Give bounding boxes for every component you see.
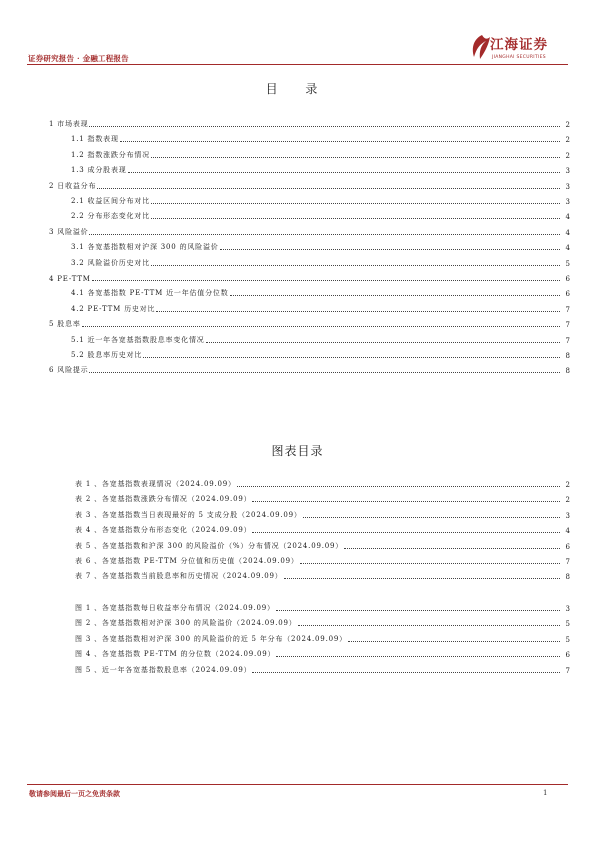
toc-entry[interactable] — [71, 239, 570, 252]
toc-entry-label: 3.2 风险溢价历史对比 — [71, 258, 150, 267]
table-entry[interactable] — [75, 568, 570, 581]
toc-entry-page: 2 — [565, 136, 570, 145]
logo-text-cn: 江海证券 — [490, 37, 548, 53]
dot-leader — [151, 265, 560, 266]
toc-entry-label: 4 PE-TTM — [49, 275, 91, 283]
toc-entry[interactable] — [71, 208, 570, 221]
table-entry-label: 表 6 、各宽基指数 PE-TTM 分位值和历史值（2024.09.09） — [75, 557, 299, 565]
toc-entry[interactable] — [71, 255, 570, 268]
toc-entry-label: 1 市场表现 — [49, 120, 89, 128]
toc-entry-page: 3 — [565, 182, 570, 191]
toc-entry-page: 2 — [565, 151, 570, 160]
table-entry-page: 7 — [565, 558, 570, 566]
dot-leader — [143, 357, 560, 358]
table-entry-page: 2 — [565, 481, 570, 489]
dot-leader — [300, 563, 560, 564]
toc-entry-page: 6 — [565, 275, 570, 283]
table-entry[interactable] — [75, 491, 570, 504]
toc-entry-label: 2.1 收益区间分布对比 — [71, 197, 150, 205]
toc-entry-page: 4 — [565, 213, 570, 222]
toc-entry[interactable] — [49, 178, 570, 191]
dot-leader — [151, 218, 560, 219]
toc-entry-label: 5 股息率 — [49, 320, 81, 329]
toc-entry-label: 3 风险溢价 — [49, 227, 89, 236]
dot-leader — [92, 280, 560, 281]
toc-entry[interactable] — [71, 347, 570, 360]
table-entry-label: 表 5 、各宽基指数和沪深 300 的风险溢价（%）分布情况（2024.09.09） — [75, 541, 344, 550]
toc-entry[interactable] — [49, 224, 570, 237]
chart-entry-label: 图 4 、各宽基指数 PE-TTM 的分位数（2024.09.09） — [75, 650, 276, 659]
toc-entry-page: 4 — [565, 244, 570, 253]
table-entry-label: 表 1 、各宽基指数表现情况（2024.09.09） — [75, 480, 236, 488]
table-entry-page: 8 — [565, 573, 570, 582]
table-entry[interactable] — [75, 553, 570, 566]
chart-entry-page: 7 — [565, 666, 570, 675]
page-number: 1 — [543, 789, 548, 797]
dot-leader — [220, 249, 560, 250]
toc-entry-label: 5.2 股息率历史对比 — [71, 351, 143, 359]
dot-leader — [151, 203, 560, 204]
dot-leader — [120, 141, 560, 142]
dot-leader — [156, 311, 560, 312]
toc-entry-page: 6 — [565, 290, 570, 299]
toc-entry[interactable] — [49, 362, 570, 375]
report-type-label: 证券研究报告 · 金融工程报告 — [28, 54, 129, 63]
table-entry-page: 2 — [565, 496, 570, 505]
chart-entry[interactable] — [75, 631, 570, 644]
logo-text-en: JIANGHAI SECURITIES — [492, 55, 546, 60]
toc-entry-page: 4 — [565, 228, 570, 237]
toc-entry[interactable] — [49, 116, 570, 129]
table-entry[interactable] — [75, 476, 570, 489]
toc-entry-page: 7 — [565, 336, 570, 345]
toc-entry-page: 8 — [565, 352, 570, 360]
dot-leader — [284, 578, 560, 579]
dot-leader — [237, 486, 560, 487]
toc-entry-page: 5 — [565, 259, 570, 268]
dot-leader — [344, 548, 560, 549]
dot-leader — [89, 126, 560, 127]
chart-entry-label: 图 3 、各宽基指数相对沪深 300 的风险溢价的近 5 年分布（2024.09.09） — [75, 634, 347, 643]
table-entry-page: 3 — [565, 511, 570, 520]
dot-leader — [128, 172, 560, 173]
dot-leader — [303, 517, 560, 518]
toc-entry-label: 1.1 指数表现 — [71, 135, 119, 144]
toc-entry-page: 7 — [565, 305, 570, 314]
toc-title: 目 录 — [265, 82, 330, 96]
toc-entry[interactable] — [71, 193, 570, 206]
chart-entry-page: 5 — [565, 620, 570, 629]
toc-entry-label: 4.1 各宽基指数 PE-TTM 近一年估值分位数 — [71, 289, 229, 298]
chart-entry[interactable] — [75, 615, 570, 628]
dot-leader — [151, 157, 560, 158]
chart-entry[interactable] — [75, 600, 570, 613]
dot-leader — [206, 342, 560, 343]
toc-entry-page: 8 — [565, 367, 570, 376]
figure-list-title: 图表目录 — [271, 444, 324, 458]
toc-entry-label: 5.1 近一年各宽基指数股息率变化情况 — [71, 335, 205, 344]
dot-leader — [252, 672, 560, 673]
dot-leader — [89, 234, 560, 235]
logo-mark-icon — [468, 33, 492, 61]
toc-entry[interactable] — [49, 316, 570, 329]
toc-entry-label: 2.2 分布形态变化对比 — [71, 212, 150, 221]
footer-rule — [27, 784, 568, 785]
toc-entry[interactable] — [71, 147, 570, 160]
table-entry-page: 4 — [565, 527, 570, 536]
table-entry[interactable] — [75, 522, 570, 535]
toc-entry-label: 2 日收益分布 — [49, 181, 97, 190]
toc-entry-label: 3.1 各宽基指数相对沪深 300 的风险溢价 — [71, 243, 219, 252]
toc-entry-page: 2 — [565, 121, 570, 129]
table-entry-label: 表 2 、各宽基指数涨跌分布情况（2024.09.09） — [75, 495, 252, 504]
table-entry-page: 6 — [565, 542, 570, 551]
table-entry-label: 表 3 、各宽基指数当日表现最好的 5 支成分股（2024.09.09） — [75, 510, 302, 519]
dot-leader — [276, 610, 560, 611]
toc-entry[interactable] — [71, 285, 570, 298]
toc-entry-page: 3 — [565, 167, 570, 176]
toc-entry-label: 1.2 指数涨跌分布情况 — [71, 150, 150, 159]
chart-entry[interactable] — [75, 646, 570, 659]
dot-leader — [230, 295, 560, 296]
table-entry-label: 表 7 、各宽基指数当前股息率和历史情况（2024.09.09） — [75, 572, 283, 581]
dot-leader — [252, 501, 560, 502]
toc-entry-page: 7 — [565, 321, 570, 330]
chart-entry-label: 图 1 、各宽基指数每日收益率分布情况（2024.09.09） — [75, 604, 275, 612]
dot-leader — [252, 532, 560, 533]
dot-leader — [89, 372, 560, 373]
chart-entry[interactable] — [75, 662, 570, 675]
table-entry-label: 表 4 、各宽基指数分布形态变化（2024.09.09） — [75, 526, 252, 535]
footer-disclaimer[interactable]: 敬请参阅最后一页之免责条款 — [29, 789, 120, 798]
toc-entry-label: 1.3 成分股表现 — [71, 166, 127, 175]
toc-entry[interactable] — [71, 301, 570, 314]
chart-entry-label: 图 5 、近一年各宽基指数股息率（2024.09.09） — [75, 665, 252, 674]
chart-entry-page: 3 — [565, 605, 570, 613]
toc-entry[interactable] — [49, 270, 570, 283]
toc-entry-label: 6 风险提示 — [49, 366, 89, 375]
chart-entry-label: 图 2 、各宽基指数相对沪深 300 的风险溢价（2024.09.09） — [75, 619, 297, 628]
toc-entry-label: 4.2 PE-TTM 历史对比 — [71, 304, 156, 313]
toc-entry-page: 3 — [565, 198, 570, 206]
dot-leader — [348, 641, 560, 642]
dot-leader — [82, 326, 560, 327]
chart-entry-page: 5 — [565, 635, 570, 644]
chart-entry-page: 6 — [565, 651, 570, 660]
table-entry[interactable] — [75, 507, 570, 520]
dot-leader — [276, 656, 560, 657]
dot-leader — [97, 188, 560, 189]
table-entry[interactable] — [75, 538, 570, 551]
toc-entry[interactable] — [71, 162, 570, 175]
dot-leader — [298, 625, 560, 626]
toc-entry[interactable] — [71, 332, 570, 345]
toc-entry[interactable] — [71, 131, 570, 144]
header-rule — [27, 64, 568, 65]
